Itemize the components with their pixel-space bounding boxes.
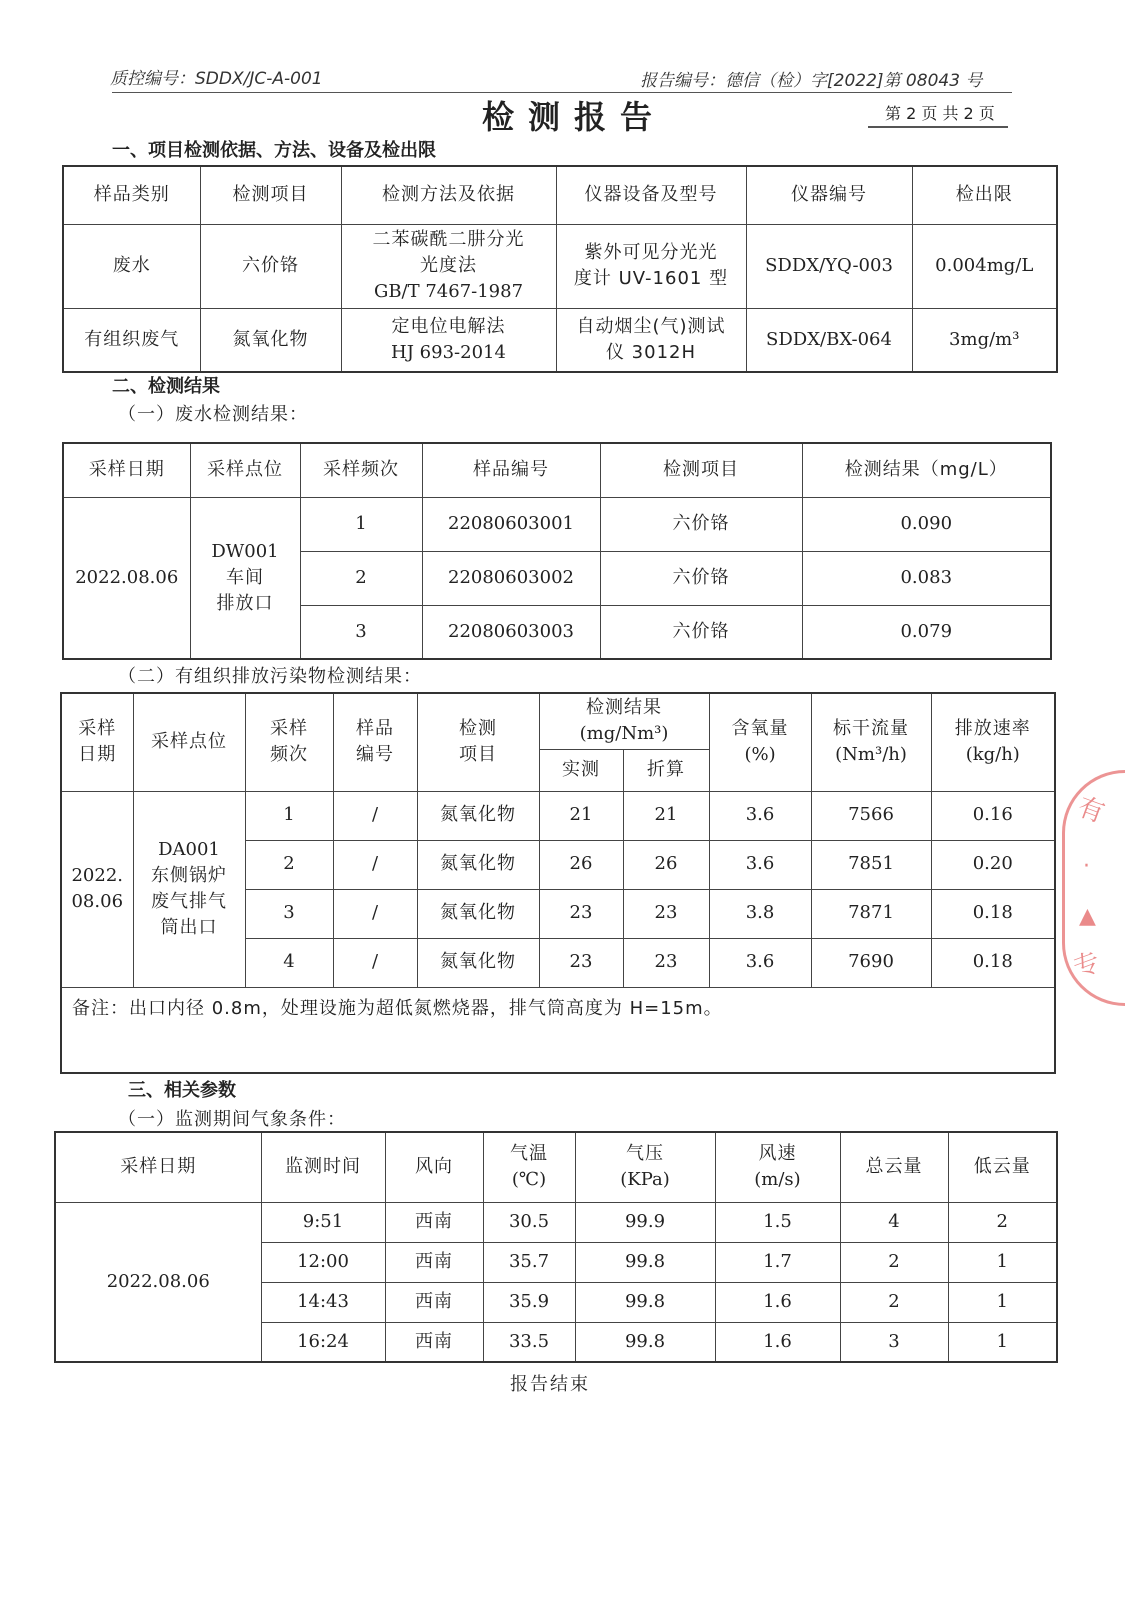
date-line: 08.06 — [71, 891, 124, 912]
wind-direction: 西南 — [385, 1282, 483, 1322]
test-item: 六价铬 — [600, 551, 802, 605]
monitoring-time: 16:24 — [261, 1322, 385, 1362]
col-converted: 折算 — [623, 749, 709, 791]
col-sampling-frequency: 采样频次 — [300, 443, 422, 497]
instrument-line: 仪 3012H — [605, 341, 697, 363]
col-oxygen — [709, 693, 811, 791]
wind-speed: 1.5 — [715, 1202, 840, 1242]
temperature: 30.5 — [483, 1202, 575, 1242]
header-line: 采样 — [270, 718, 308, 740]
emission-rate: 0.18 — [931, 938, 1055, 987]
low-cloud: 1 — [948, 1242, 1057, 1282]
total-cloud: 2 — [840, 1242, 948, 1282]
oxygen: 3.8 — [709, 889, 811, 938]
pressure: 99.8 — [575, 1322, 715, 1362]
test-item: 氮氧化物 — [417, 791, 539, 840]
method-table — [62, 165, 1058, 373]
frequency: 3 — [300, 605, 422, 659]
col-pressure — [575, 1132, 715, 1202]
header-line: 气温 — [510, 1143, 548, 1165]
col-low-cloud: 低云量 — [948, 1132, 1057, 1202]
pressure: 99.8 — [575, 1282, 715, 1322]
exhaust-subheading: （二）有组织排放污染物检测结果： — [118, 666, 422, 687]
converted: 26 — [623, 840, 709, 889]
result: 0.083 — [802, 551, 1051, 605]
method-row — [63, 224, 1057, 308]
sample-number: / — [333, 840, 417, 889]
table-row — [61, 791, 1055, 840]
low-cloud: 1 — [948, 1282, 1057, 1322]
col-detection-limit: 检出限 — [912, 166, 1057, 224]
svg-text:有: 有 — [1073, 791, 1109, 830]
weather-subheading: （一）监测期间气象条件： — [118, 1109, 346, 1130]
method-standard: GB/T 7467-1987 — [373, 281, 524, 303]
header-unit: (m/s) — [754, 1169, 801, 1191]
sample-number: / — [333, 889, 417, 938]
instrument-line: 紫外可见分光光 — [584, 241, 718, 263]
remark: 备注：出口内径 0.8m，处理设施为超低氮燃烧器，排气筒高度为 H=15m。 — [61, 987, 1055, 1073]
instrument-cell — [556, 224, 746, 308]
oxygen: 3.6 — [709, 938, 811, 987]
converted: 23 — [623, 938, 709, 987]
header-unit: (kg/h) — [965, 744, 1020, 766]
sample-category: 有组织废气 — [63, 308, 200, 372]
col-emission-rate — [931, 693, 1055, 791]
oxygen: 3.6 — [709, 840, 811, 889]
section2-heading: 二、检测结果 — [112, 376, 220, 397]
flow: 7851 — [811, 840, 931, 889]
test-item: 六价铬 — [600, 497, 802, 551]
frequency: 1 — [245, 791, 333, 840]
date-line: 2022. — [71, 864, 124, 886]
col-result — [539, 693, 709, 749]
col-instrument-code: 仪器编号 — [746, 166, 912, 224]
qc-number: 质控编号：SDDX/JC-A-001 — [110, 69, 323, 89]
method-header-row — [63, 166, 1057, 224]
header-line: 排放速率 — [954, 718, 1031, 740]
header-line: 编号 — [356, 744, 394, 766]
converted: 21 — [623, 791, 709, 840]
col-test-item: 检测项目 — [600, 443, 802, 497]
wind-speed: 1.6 — [715, 1322, 840, 1362]
col-flow — [811, 693, 931, 791]
result: 0.090 — [802, 497, 1051, 551]
header-unit: (℃) — [511, 1169, 547, 1191]
point-code: DA001 — [158, 838, 220, 860]
total-cloud: 3 — [840, 1322, 948, 1362]
frequency: 4 — [245, 938, 333, 987]
header-line: 项目 — [459, 744, 497, 766]
col-temperature — [483, 1132, 575, 1202]
frequency: 2 — [300, 551, 422, 605]
table-row — [55, 1202, 1057, 1242]
method-line: 二苯碳酰二肼分光 — [372, 228, 525, 250]
sampling-date: 2022.08.06 — [63, 497, 190, 659]
result: 0.079 — [802, 605, 1051, 659]
sample-category: 废水 — [63, 224, 200, 308]
sample-number: 22080603002 — [422, 551, 600, 605]
point-line: 排放口 — [216, 592, 274, 614]
instrument-code: SDDX/YQ-003 — [746, 224, 912, 308]
col-sampling-point: 采样点位 — [190, 443, 300, 497]
test-item: 氮氧化物 — [200, 308, 341, 372]
point-line: 东侧锅炉 — [151, 864, 227, 886]
col-monitoring-time: 监测时间 — [261, 1132, 385, 1202]
col-sampling-point: 采样点位 — [133, 693, 245, 791]
col-wind-direction: 风向 — [385, 1132, 483, 1202]
section1-heading: 一、项目检测依据、方法、设备及检出限 — [112, 140, 436, 161]
page-info: 第 2 页 共 2 页 — [885, 104, 995, 123]
header-unit: (%) — [744, 744, 776, 766]
header-unit: (KPa) — [620, 1169, 670, 1191]
header-line: 检测 — [459, 718, 497, 740]
header-line: 采样 — [78, 718, 117, 740]
test-item: 氮氧化物 — [417, 840, 539, 889]
test-item: 氮氧化物 — [417, 938, 539, 987]
detection-limit: 0.004mg/L — [912, 224, 1057, 308]
point-line: 废气排气 — [151, 891, 227, 912]
test-item: 氮氧化物 — [417, 889, 539, 938]
page-title: 检测报告 — [482, 98, 667, 136]
point-code: DW001 — [211, 540, 279, 562]
emission-rate: 0.18 — [931, 889, 1055, 938]
oxygen: 3.6 — [709, 791, 811, 840]
measured: 23 — [539, 889, 623, 938]
sample-number: 22080603003 — [422, 605, 600, 659]
header-line: 标干流量 — [833, 718, 910, 740]
instrument-code: SDDX/BX-064 — [746, 308, 912, 372]
col-sample-number — [333, 693, 417, 791]
col-test-item — [417, 693, 539, 791]
svg-text:·: · — [1083, 854, 1090, 879]
wastewater-header-row — [63, 443, 1051, 497]
converted: 23 — [623, 889, 709, 938]
method-line: 光度法 — [420, 254, 477, 276]
section3-heading: 三、相关参数 — [128, 1080, 236, 1101]
header-line: 样品 — [356, 718, 394, 740]
sampling-point — [190, 497, 300, 659]
flow: 7690 — [811, 938, 931, 987]
header-unit: (mg/Nm³) — [579, 723, 669, 745]
instrument-line: 度计 UV-1601 型 — [573, 268, 729, 289]
wastewater-subheading: （一）废水检测结果： — [118, 404, 308, 425]
temperature: 35.9 — [483, 1282, 575, 1322]
weather-header-row — [55, 1132, 1057, 1202]
low-cloud: 2 — [948, 1202, 1057, 1242]
seal-stamp-graphic — [1065, 773, 1125, 1003]
col-test-item: 检测项目 — [200, 166, 341, 224]
sample-number: / — [333, 938, 417, 987]
wind-speed: 1.6 — [715, 1282, 840, 1322]
page-info-underline — [868, 126, 1008, 128]
col-measured: 实测 — [539, 749, 623, 791]
measured: 26 — [539, 840, 623, 889]
note-row — [61, 987, 1055, 1073]
total-cloud: 4 — [840, 1202, 948, 1242]
wind-direction: 西南 — [385, 1202, 483, 1242]
method-standard: HJ 693-2014 — [391, 341, 506, 363]
emission-rate: 0.20 — [931, 840, 1055, 889]
monitoring-time: 14:43 — [261, 1282, 385, 1322]
pressure: 99.8 — [575, 1242, 715, 1282]
point-line: 车间 — [226, 566, 264, 588]
pressure: 99.9 — [575, 1202, 715, 1242]
instrument-line: 自动烟尘(气)测试 — [576, 315, 726, 337]
method-cell — [341, 308, 556, 372]
col-instrument: 仪器设备及型号 — [556, 166, 746, 224]
sample-number: 22080603001 — [422, 497, 600, 551]
temperature: 35.7 — [483, 1242, 575, 1282]
report-end: 报告结束 — [510, 1374, 590, 1395]
total-cloud: 2 — [840, 1282, 948, 1322]
col-result: 检测结果（mg/L） — [802, 443, 1051, 497]
col-sampling-frequency — [245, 693, 333, 791]
header-line: 含氧量 — [731, 718, 789, 740]
test-item: 六价铬 — [200, 224, 341, 308]
report-number: 报告编号：德信（检）字[2022]第 08043 号 — [640, 71, 983, 91]
wind-direction: 西南 — [385, 1242, 483, 1282]
method-cell — [341, 224, 556, 308]
exhaust-table — [60, 692, 1056, 1074]
wastewater-table — [62, 442, 1052, 660]
sampling-point — [133, 791, 245, 987]
col-sample-category: 样品类别 — [63, 166, 200, 224]
instrument-cell — [556, 308, 746, 372]
frequency: 2 — [245, 840, 333, 889]
sampling-date: 2022.08.06 — [55, 1202, 261, 1362]
monitoring-time: 12:00 — [261, 1242, 385, 1282]
svg-text:▲: ▲ — [1079, 904, 1096, 929]
frequency: 1 — [300, 497, 422, 551]
wind-speed: 1.7 — [715, 1242, 840, 1282]
method-line: 定电位电解法 — [391, 315, 506, 337]
measured: 21 — [539, 791, 623, 840]
header-line: 日期 — [78, 744, 117, 766]
col-wind-speed — [715, 1132, 840, 1202]
header-unit: (Nm³/h) — [835, 744, 907, 766]
temperature: 33.5 — [483, 1322, 575, 1362]
col-sample-number: 样品编号 — [422, 443, 600, 497]
point-line: 筒出口 — [160, 917, 218, 939]
flow: 7566 — [811, 791, 931, 840]
flow: 7871 — [811, 889, 931, 938]
method-row — [63, 308, 1057, 372]
emission-rate: 0.16 — [931, 791, 1055, 840]
header-line: 频次 — [270, 744, 308, 766]
header-line: 风速 — [758, 1143, 797, 1165]
svg-text:专: 专 — [1069, 946, 1105, 985]
table-row — [63, 497, 1051, 551]
low-cloud: 1 — [948, 1322, 1057, 1362]
col-sampling-date: 采样日期 — [55, 1132, 261, 1202]
wind-direction: 西南 — [385, 1322, 483, 1362]
monitoring-time: 9:51 — [261, 1202, 385, 1242]
header-line: 检测结果 — [586, 697, 662, 719]
frequency: 3 — [245, 889, 333, 938]
detection-limit: 3mg/m³ — [912, 308, 1057, 372]
seal-stamp — [1062, 770, 1125, 1006]
weather-table — [54, 1131, 1058, 1363]
measured: 23 — [539, 938, 623, 987]
exhaust-header-row — [61, 693, 1055, 749]
sampling-date — [61, 791, 133, 987]
col-method: 检测方法及依据 — [341, 166, 556, 224]
test-item: 六价铬 — [600, 605, 802, 659]
sample-number: / — [333, 791, 417, 840]
col-total-cloud: 总云量 — [840, 1132, 948, 1202]
header-line: 气压 — [626, 1143, 664, 1165]
col-sampling-date: 采样日期 — [63, 443, 190, 497]
col-sampling-date — [61, 693, 133, 791]
